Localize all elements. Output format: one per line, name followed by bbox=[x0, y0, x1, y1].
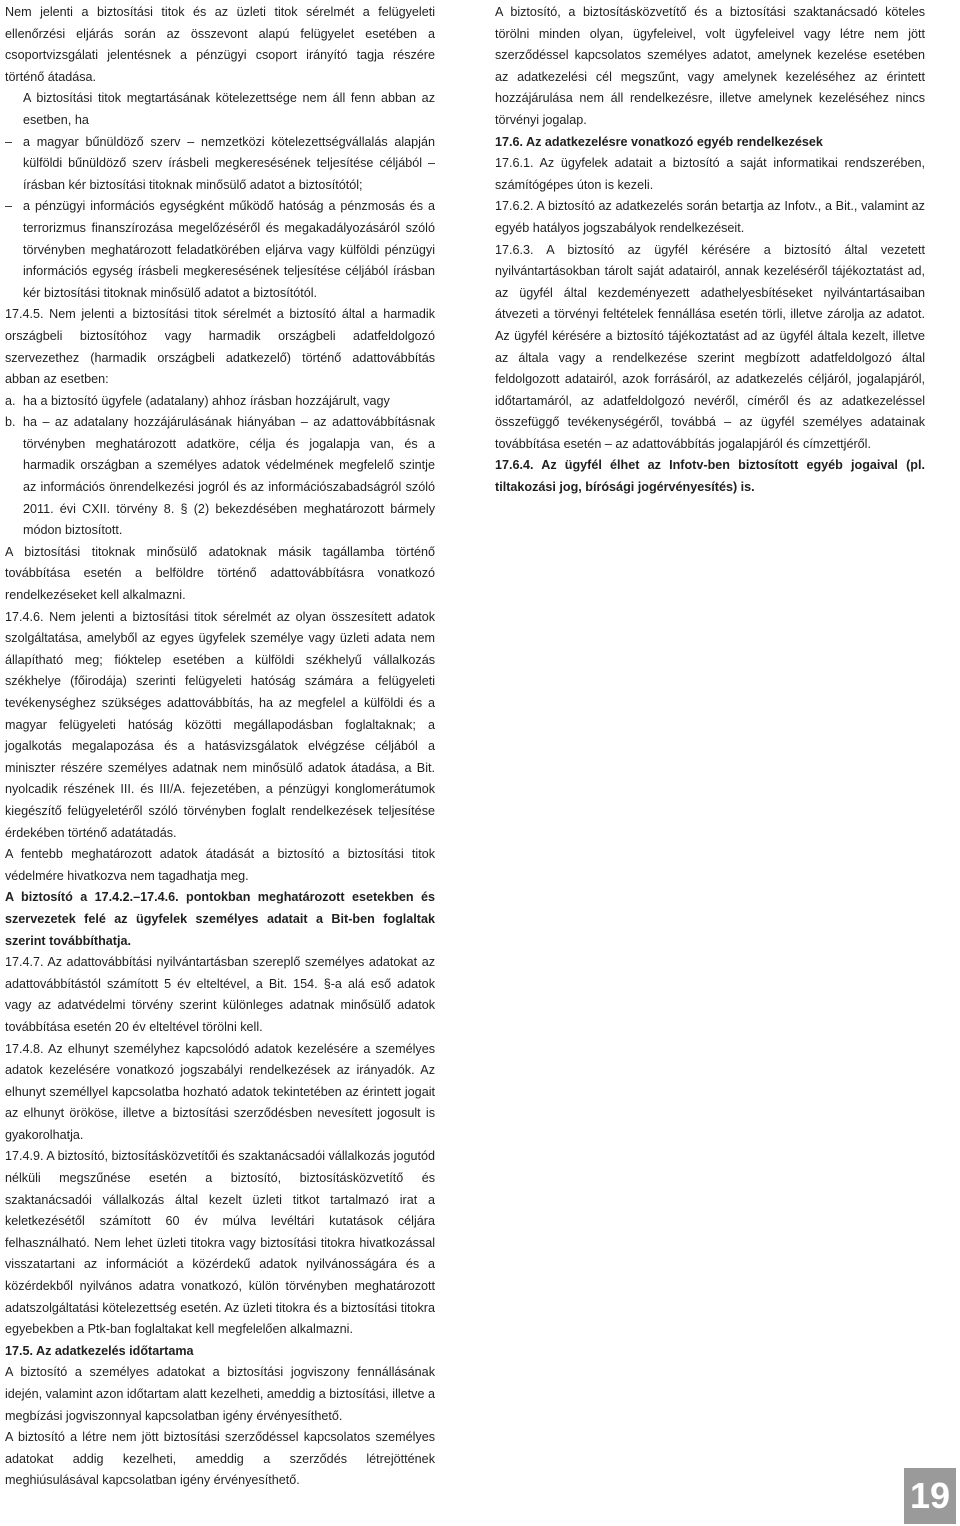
section-text: A biztosító az ügyfél kérésére a biztosító által vezetett nyilvántartásokban tárolt saját adatairól, annak kezeléséről tájékoztatást ad, az ügyfél által kezdeményezett adathelyesbítéseket nyilvántartásaiban átvezeti a törvényi feltételek fennállása esetén törli, illetve zárolja az adatot. Az ügyfél kérésére a biztosító tájékoztatást ad az ügyfél általa kezelt, illetve az általa vagy a rendelkezése szerint megbízott adatfeldolgozó által feldolgozott adatairól, azok forrásáról, az adatkezelés céljáról, jogalapjáról, időtartamáról, az adatfeldolgozó nevéről, címéről és az adatkezeléssel összefüggő tevékenységéről, továbbá – az ügyfél személyes adatainak továbbítása esetén – az adattovábbítás jogalapjáról és címzettjéről. bbox=[495, 242, 925, 451]
dash-item: – a pénzügyi információs egységként működő hatóság a pénzmosás és a terrorizmus finanszírozása megelőzéséről és megakadályozásáról szóló törvényben meghatározott feladatkörében eljárva vagy külföldi pénzügyi információs egység írásbeli megkeresésének teljesítése céljából írásban kér biztosítási titoknak minősülő adatot a biztosítótól. bbox=[5, 196, 435, 304]
section-text: Nem jelenti a biztosítási titok sérelmét a biztosító által a harmadik országbeli biztosítóhoz vagy harmadik országbeli adatfeldolgozó szervezethez (harmadik országbeli adatkezelő) történő adattovábbítás abban az esetben: bbox=[5, 307, 435, 387]
paragraph: A biztosító, a biztosításközvetítő és a biztosítási szaktanácsadó köteles törölni minden olyan, ügyfeleivel, volt ügyfeleivel vagy létre nem jött szerződéssel kapcsolatos személyes adatot, amelynek kezelése esetében az adatkezelési cél megszűnt, vagy amelynek kezeléséhez az érintett hozzájárulása nem áll rendelkezésre, illetve amelynek kezeléséhez nincs törvényi jogalap. bbox=[495, 5, 925, 127]
paragraph: A biztosító a létre nem jött biztosítási szerződéssel kapcsolatos személyes adatokat addig kezelheti, ameddig a szerződés létrejöttének meghiúsulásával kapcsolatban igény érvényesíthető. bbox=[5, 1430, 435, 1488]
section-number: 17.4.9. bbox=[5, 1149, 44, 1164]
section-17-6-3 bbox=[495, 240, 925, 456]
paragraph: Nem jelenti a biztosítási titok és az üzleti titok sérelmét a felügyeleti ellenőrzési eljárás során az összevont alapú felügyelet esetében a csoportvizsgálati jelentésnek a pénzügyi csoport irányító tagja részére történő átadása. bbox=[5, 5, 435, 84]
right-column bbox=[495, 2, 925, 499]
section-17-4-7 bbox=[5, 952, 435, 1038]
section-number: 17.6.2. bbox=[495, 199, 534, 214]
section-number: 17.4.6. bbox=[5, 609, 44, 624]
list-marker: b. bbox=[5, 415, 16, 430]
dash-item: – a magyar bűnüldöző szerv – nemzetközi kötelezettségvállalás alapján külföldi bűnüldöző szerv írásbeli megkeresésének teljesítése céljából – írásban kér biztosítási titoknak minősülő adatot a biztosítótól; bbox=[5, 132, 435, 197]
section-number: 17.4.5. bbox=[5, 307, 44, 322]
section-text: A biztosító, biztosításközvetítői és szaktanácsadói vállalkozás jogutód nélküli megszűnése esetén a biztosító, biztosításközvetítő és szaktanácsadói vállalkozás által kezelt üzleti titkot tartalmazó irat a keletkezésétől számított 60 év múlva levéltári kutatások céljára felhasználható. Nem lehet üzleti titokra vagy biztosítási titokra hivatkozással visszatartani az információt a közérdekű adatok nyilvánosságára és a közérdekből nyilvános adatra vonatkozó, külön törvényben meghatározott adatszolgáltatási kötelezettség esetén. Az üzleti titokra és a biztosítási titokra egyebekben a Ptk-ban foglaltakat kell megfelelően alkalmazni. bbox=[5, 1149, 435, 1337]
paragraph: A biztosító a személyes adatokat a biztosítási jogviszony fennállásának idején, valamint azon időtartam alatt kezelheti, ameddig a biztosítási, illetve a megbízási jogviszonnyal kapcsolatban igény érvényesíthető. bbox=[5, 1365, 435, 1423]
paragraph: A fentebb meghatározott adatok átadását a biztosító a biztosítási titok védelmére hivatkozva nem tagadhatja meg. bbox=[5, 847, 435, 883]
bold-paragraph: A biztosító a 17.4.2.–17.4.6. pontokban meghatározott esetekben és szervezetek felé az ügyfelek személyes adatait a Bit-ben foglaltak szerint továbbíthatja. bbox=[5, 890, 435, 948]
section-17-4-5 bbox=[5, 304, 435, 390]
section-number: 17.6.3. bbox=[495, 242, 534, 257]
list-text: ha a biztosító ügyfele (adatalany) ahhoz írásban hozzájárult, vagy bbox=[23, 393, 390, 408]
section-text: Nem jelenti a biztosítási titok sérelmét az olyan összesített adatok szolgáltatása, amelyből az egyes ügyfelek személye vagy üzleti adata nem állapítható meg; fióktelep esetében a külföldi székhelyű vállalkozás székhelye (főirodája) szerinti felügyeleti hatóság számára a felügyeleti tevékenységhez szükséges adattovábbítás, ha az megfelel a külföldi és a magyar felügyeleti hatóság közötti megállapodásban foglaltaknak; a jogalkotás megalapozása és a hatásvizsgálatok elvégzése céljából a miniszter részére személyes adatnak nem minősülő adatok átadása, a Bit. nyolcadik részének III. és III/A. fejezetében, a pénzügyi konglomerátumok kiegészítő felügyeletéről szóló törvényben foglalt rendelkezések teljesítése érdekében történő adatátadás. bbox=[5, 609, 435, 840]
section-17-4-9 bbox=[5, 1146, 435, 1340]
section-text: A biztosító az adatkezelés során betartja az Infotv., a Bit., valamint az egyéb hatályos jogszabályok rendelkezéseit. bbox=[495, 199, 925, 235]
section-text: Az ügyfelek adatait a biztosító a saját informatikai rendszerében, számítógépes úton is kezeli. bbox=[495, 156, 925, 192]
section-17-6-1 bbox=[495, 153, 925, 196]
section-text: Az adattovábbítási nyilvántartásban szereplő személyes adatokat az adattovábbítástól számított 5 év elteltével, a Bit. 154. §-a alá eső adatok vagy az adatvédelmi törvény szerint különleges adatnak minősülő adatok továbbítása esetén 20 év elteltével törölni kell. bbox=[5, 955, 435, 1034]
section-heading-17-6-4: 17.6.4. Az ügyfél élhet az Infotv-ben biztosított egyéb jogaival (pl. tiltakozási jog, bírósági jogérvényesítés) is. bbox=[495, 458, 925, 495]
section-number: 17.4.7. bbox=[5, 955, 44, 970]
list-text: ha – az adatalany hozzájárulásának hiányában – az adattovábbításnak törvényben meghatározott adatköre, célja és jogalapja van, és a harmadik országban a személyes adatok védelmének megfelelő szintje az információs önrendelkezési jogról és az információszabadságról szóló 2011. évi CXII. törvény 8. § (2) bekezdésében meghatározott bármely módon biztosított. bbox=[23, 415, 435, 538]
section-17-6-2 bbox=[495, 196, 925, 239]
section-number: 17.6.1. bbox=[495, 156, 534, 171]
list-marker: a. bbox=[5, 393, 16, 408]
page-number: 19 bbox=[904, 1468, 956, 1524]
section-heading-17-6: 17.6. Az adatkezelésre vonatkozó egyéb rendelkezések bbox=[495, 134, 823, 149]
left-column bbox=[5, 2, 435, 1492]
section-number: 17.4.8. bbox=[5, 1041, 44, 1056]
section-text: Az elhunyt személyhez kapcsolódó adatok kezelésére a személyes adatok kezelésére vonatkozó jogszabályi rendelkezések az irányadók. Az elhunyt személlyel kapcsolatba hozható adatok tekintetében az érintett jogait az elhunyt örököse, illetve a biztosítási szerződésben nevesített jogosult is gyakorolhatja. bbox=[5, 1041, 435, 1142]
section-17-4-8 bbox=[5, 1039, 435, 1147]
section-heading-17-5: 17.5. Az adatkezelés időtartama bbox=[5, 1343, 194, 1358]
list-item-a bbox=[5, 391, 435, 413]
paragraph: A biztosítási titoknak minősülő adatoknak másik tagállamba történő továbbítása esetén a belföldre történő adattovábbításra vonatkozó rendelkezéseket kell alkalmazni. bbox=[5, 544, 435, 603]
paragraph: A biztosítási titok megtartásának kötelezettsége nem áll fenn abban az esetben, ha bbox=[23, 91, 435, 127]
section-17-4-6 bbox=[5, 607, 435, 845]
list-item-b bbox=[5, 412, 435, 542]
